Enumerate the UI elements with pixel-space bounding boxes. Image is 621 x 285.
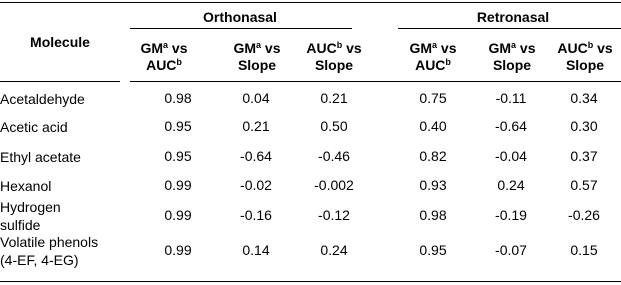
value-cell: 0.99 <box>164 177 192 193</box>
molecule-header-rule <box>0 81 120 82</box>
table-top-rule <box>0 2 621 3</box>
value-cell: 0.21 <box>242 118 270 134</box>
footnote-marker: b <box>587 40 594 50</box>
column-header-text: AUC <box>146 57 177 73</box>
value-cell: 0.24 <box>497 177 525 193</box>
value-cell: 0.95 <box>419 242 447 258</box>
column-header-text: AUC <box>415 57 446 73</box>
molecule-name-line: sulfide <box>0 217 41 233</box>
value-cell: 0.37 <box>570 148 598 164</box>
value-cell: -0.26 <box>568 207 600 223</box>
value-cell: 0.14 <box>242 242 270 258</box>
column-header-text: vs <box>437 40 457 56</box>
value-cell: 0.57 <box>570 177 598 193</box>
value-cell: 0.82 <box>419 148 447 164</box>
column-header-text: vs <box>168 40 188 56</box>
molecule-name-line: (4-EF, 4-EG) <box>0 252 79 268</box>
value-cell: 0.98 <box>164 90 192 106</box>
footnote-marker: a <box>256 40 262 50</box>
value-cell: -0.12 <box>318 207 350 223</box>
column-header-text: vs <box>261 40 281 56</box>
molecule-name <box>0 198 61 234</box>
value-cell: 0.21 <box>320 90 348 106</box>
value-cell: -0.11 <box>495 90 527 106</box>
molecule-column-header: Molecule <box>30 34 90 50</box>
column-header-line1 <box>395 40 471 57</box>
column-header-text: GM <box>488 40 512 56</box>
value-cell: -0.04 <box>495 148 527 164</box>
table-bottom-rule <box>0 281 621 282</box>
column-header-line1 <box>126 40 202 57</box>
value-cell: -0.64 <box>240 148 272 164</box>
molecule-name-line: Volatile phenols <box>0 234 99 250</box>
column-header <box>126 40 202 74</box>
value-cell: 0.15 <box>570 242 598 258</box>
value-cell: -0.07 <box>495 242 527 258</box>
value-cell: -0.19 <box>495 207 527 223</box>
retronasal-group-header: Retronasal <box>476 9 550 25</box>
value-cell: 0.95 <box>164 148 192 164</box>
column-header-text: GM <box>233 40 257 56</box>
footnote-marker: a <box>163 40 169 50</box>
column-header-text: Slope <box>492 57 532 73</box>
value-cell: 0.95 <box>164 118 192 134</box>
column-header-text: AUC <box>557 40 588 56</box>
molecule-name <box>0 177 51 195</box>
value-cell: 0.40 <box>419 118 447 134</box>
value-cell: 0.30 <box>570 118 598 134</box>
value-cell: 0.99 <box>164 207 192 223</box>
column-header-line2 <box>547 57 621 74</box>
column-header-line2 <box>474 57 550 74</box>
footnote-marker: a <box>511 40 517 50</box>
column-header-line1 <box>474 40 550 57</box>
column-header-line1 <box>547 40 621 57</box>
value-cell: -0.02 <box>240 177 272 193</box>
column-header-text: vs <box>342 40 362 56</box>
column-header-text: vs <box>516 40 536 56</box>
column-header-text: Slope <box>237 57 277 73</box>
value-cell: -0.002 <box>314 177 354 193</box>
column-header-line1 <box>296 40 372 57</box>
value-cell: -0.64 <box>495 118 527 134</box>
footnote-marker: b <box>445 57 451 67</box>
molecule-name-line: Hexanol <box>0 178 52 194</box>
orthonasal-group-header: Orthonasal <box>203 9 277 25</box>
footnote-marker: b <box>336 40 343 50</box>
column-header-text: AUC <box>306 40 337 56</box>
column-header-text: vs <box>593 40 613 56</box>
molecule-name-line: Acetic acid <box>0 119 68 135</box>
value-cell: 0.24 <box>320 242 348 258</box>
column-header-text: Slope <box>565 57 605 73</box>
value-cell: -0.16 <box>240 207 272 223</box>
value-cell: 0.99 <box>164 242 192 258</box>
molecule-name-line: Ethyl acetate <box>0 149 81 165</box>
retronasal-group-rule <box>398 28 621 29</box>
molecule-name <box>0 148 81 166</box>
value-header-rule <box>130 81 621 82</box>
column-header <box>395 40 471 74</box>
column-header <box>547 40 621 74</box>
value-cell: 0.93 <box>419 177 447 193</box>
footnote-marker: b <box>176 57 182 67</box>
column-header <box>219 40 295 74</box>
value-cell: 0.75 <box>419 90 447 106</box>
column-header-text: Slope <box>314 57 354 73</box>
molecule-name-line: Acetaldehyde <box>0 91 85 107</box>
molecule-name-line: Hydrogen <box>0 199 61 215</box>
column-header-line2 <box>219 57 295 74</box>
orthonasal-group-rule <box>130 28 352 29</box>
column-header-line2 <box>296 57 372 74</box>
molecule-name <box>0 118 68 136</box>
column-header <box>296 40 372 74</box>
value-cell: 0.04 <box>242 90 270 106</box>
column-header-text: GM <box>409 40 433 56</box>
value-cell: 0.50 <box>320 118 348 134</box>
column-header-line1 <box>219 40 295 57</box>
column-header-line2 <box>395 57 471 74</box>
value-cell: -0.46 <box>318 148 350 164</box>
column-header-text: GM <box>140 40 164 56</box>
column-header-line2 <box>126 57 202 74</box>
molecule-name <box>0 90 85 108</box>
column-header <box>474 40 550 74</box>
value-cell: 0.98 <box>419 207 447 223</box>
footnote-marker: a <box>432 40 438 50</box>
molecule-name <box>0 233 98 269</box>
value-cell: 0.34 <box>570 90 598 106</box>
